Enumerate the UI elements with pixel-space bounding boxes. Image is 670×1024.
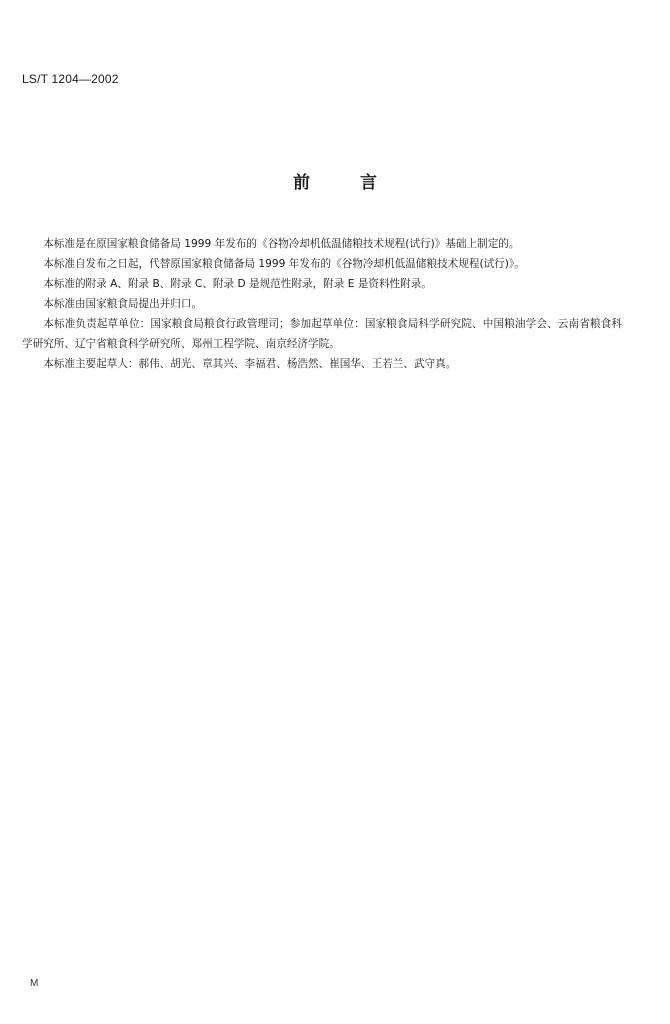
paragraph-appendices: 本标准的附录 A、附录 B、附录 C、附录 D 是规范性附录，附录 E 是资料性附录。 — [43, 278, 432, 290]
page-number: M — [30, 978, 39, 989]
paragraph-basis: 本标准是在原国家粮食储备局 1999 年发布的《谷物冷却机低温储粮技术规程(试行)》基础上制定的。 — [43, 238, 520, 250]
standard-code: LS/T 1204—2002 — [22, 72, 119, 86]
paragraph-drafting-units: 本标准负责起草单位：国家粮食局粮食行政管理司；参加起草单位：国家粮食局科学研究院、中国粮油学会、云南省粮食科学研究所、辽宁省粮食科学研究所、郑州工程学院、南京经济学院。 — [22, 318, 622, 350]
paragraph-replacement: 本标准自发布之日起，代替原国家粮食储备局 1999 年发布的《谷物冷却机低温储粮技术规程(试行)》。 — [43, 258, 525, 270]
page-title-char-2: 言 — [360, 173, 377, 193]
page-title — [0, 168, 670, 193]
paragraph-drafters: 本标准主要起草人：郝伟、胡光、章其兴、李福君、杨浩然、崔国华、王若兰、武守真。 — [43, 358, 457, 370]
foreword-body — [22, 234, 622, 374]
page-title-char-1: 前 — [293, 173, 310, 193]
paragraph-proposer: 本标准由国家粮食局提出并归口。 — [43, 298, 203, 310]
